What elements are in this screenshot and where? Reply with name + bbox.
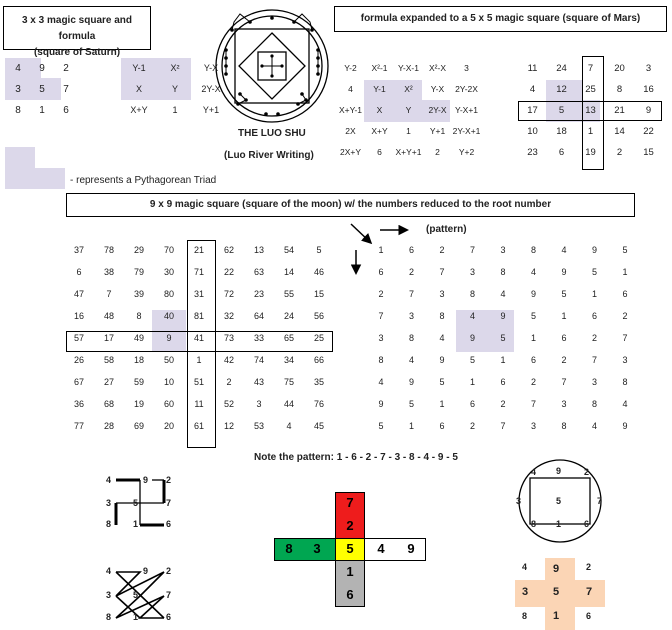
moon-cell: 10 bbox=[163, 377, 174, 387]
line-figure-2-label: 8 bbox=[106, 612, 112, 622]
luoshu-title: THE LUO SHU bbox=[238, 128, 306, 139]
moon-root-cell: 8 bbox=[500, 267, 506, 277]
moon-cell: 65 bbox=[283, 333, 294, 343]
line-figure-2-label: 4 bbox=[106, 566, 112, 576]
moon-cell: 69 bbox=[133, 421, 144, 431]
color-cross-number: 9 bbox=[407, 541, 415, 556]
moon-root-cell: 6 bbox=[561, 333, 567, 343]
moon-root-cell: 5 bbox=[591, 267, 597, 277]
moon-root-cell: 9 bbox=[500, 311, 506, 321]
moon-cell: 55 bbox=[283, 289, 294, 299]
mars-formula-cell: 2Y-X bbox=[428, 105, 447, 115]
mars-number-cell: 6 bbox=[558, 147, 565, 158]
moon-root-cell: 2 bbox=[408, 267, 414, 277]
mars-formula-cell: Y bbox=[405, 105, 412, 115]
moon-root-cell: 8 bbox=[622, 377, 628, 387]
saturn-formula-cell: X² bbox=[170, 63, 180, 73]
mars-number-cell: 12 bbox=[556, 84, 567, 95]
moon-cell: 35 bbox=[313, 377, 324, 387]
moon-cell: 4 bbox=[286, 421, 292, 431]
mars-formula-cell: 2Y-X+1 bbox=[452, 126, 481, 136]
moon-cell: 58 bbox=[103, 355, 114, 365]
moon-root-cell: 9 bbox=[439, 355, 445, 365]
moon-root-cell: 6 bbox=[622, 289, 628, 299]
moon-cell: 38 bbox=[103, 267, 114, 277]
moon-title: 9 x 9 magic square (square of the moon) w/ the numbers reduced to the root number bbox=[149, 199, 552, 210]
moon-root-cell: 1 bbox=[530, 333, 536, 343]
circle-square-number: 6 bbox=[584, 519, 590, 529]
moon-root-cell: 5 bbox=[439, 377, 445, 387]
moon-root-cell: 2 bbox=[622, 311, 628, 321]
saturn-cell: 1 bbox=[39, 105, 45, 116]
mars-formula-cell: X+Y bbox=[371, 126, 388, 136]
moon-root-cell: 7 bbox=[439, 267, 445, 277]
moon-cell: 2 bbox=[226, 377, 232, 387]
mars-number-cell: 22 bbox=[643, 126, 654, 137]
moon-cell: 16 bbox=[73, 311, 84, 321]
color-cross-number: 2 bbox=[346, 518, 354, 533]
moon-root-cell: 5 bbox=[378, 421, 384, 431]
moon-cell: 81 bbox=[193, 311, 204, 321]
moon-cell: 68 bbox=[103, 399, 114, 409]
line-figure-1-label: 4 bbox=[106, 475, 112, 485]
mars-formula-cell: 2X bbox=[345, 126, 356, 136]
moon-cell: 41 bbox=[193, 333, 204, 343]
mars-number-cell: 1 bbox=[587, 126, 594, 137]
saturn-cell: 9 bbox=[39, 63, 45, 74]
line-figure-2-label: 9 bbox=[143, 566, 149, 576]
saturn-formula-cell: Y bbox=[171, 84, 178, 94]
moon-cell: 31 bbox=[193, 289, 204, 299]
moon-cell: 39 bbox=[133, 289, 144, 299]
saturn-cell: 7 bbox=[63, 84, 69, 95]
moon-cell: 42 bbox=[223, 355, 234, 365]
mars-number-cell: 16 bbox=[643, 84, 654, 95]
mars-formula-cell: Y-X+1 bbox=[454, 105, 479, 115]
moon-root-cell: 5 bbox=[561, 289, 567, 299]
moon-cell: 79 bbox=[133, 267, 144, 277]
mars-formula-cell: X²-X bbox=[429, 63, 446, 73]
line-figure-1-label: 7 bbox=[166, 498, 172, 508]
saturn-formula-cell: Y-X bbox=[203, 63, 219, 73]
moon-root-cell: 3 bbox=[469, 267, 475, 277]
moon-cell: 13 bbox=[253, 245, 264, 255]
mars-number-cell: 5 bbox=[558, 105, 565, 116]
moon-cell: 14 bbox=[283, 267, 294, 277]
moon-root-cell: 7 bbox=[408, 289, 414, 299]
moon-cell: 34 bbox=[283, 355, 294, 365]
mars-formula-cell: 4 bbox=[348, 84, 353, 94]
moon-root-cell: 7 bbox=[469, 245, 475, 255]
moon-cell: 48 bbox=[103, 311, 114, 321]
line-figure-2-label: 3 bbox=[106, 590, 112, 600]
moon-root-cell: 7 bbox=[500, 421, 506, 431]
moon-root-cell: 1 bbox=[591, 289, 597, 299]
moon-cell: 53 bbox=[253, 421, 264, 431]
circle-square-number: 3 bbox=[516, 496, 522, 506]
moon-cell: 15 bbox=[313, 289, 324, 299]
moon-root-cell: 2 bbox=[591, 333, 597, 343]
peach-plus-number: 5 bbox=[553, 586, 560, 598]
mars-number-cell: 20 bbox=[614, 63, 625, 74]
mars-number-cell: 9 bbox=[645, 105, 652, 116]
moon-root-cell: 8 bbox=[378, 355, 384, 365]
circle-square-number: 8 bbox=[531, 519, 537, 529]
moon-cell: 49 bbox=[133, 333, 144, 343]
moon-cell: 60 bbox=[163, 399, 174, 409]
moon-root-cell: 9 bbox=[408, 377, 414, 387]
moon-root-cell: 8 bbox=[469, 289, 475, 299]
peach-plus-number: 2 bbox=[586, 562, 592, 572]
saturn-formula-cell: Y-1 bbox=[132, 63, 146, 73]
mars-formula-cell: X bbox=[376, 105, 383, 115]
line-figure-1-label: 8 bbox=[106, 519, 112, 529]
line-figure-1-label: 1 bbox=[133, 519, 139, 529]
line-figure-1-label: 3 bbox=[106, 498, 112, 508]
moon-root-cell: 3 bbox=[622, 355, 628, 365]
moon-cell: 54 bbox=[283, 245, 294, 255]
moon-cell: 9 bbox=[166, 333, 172, 343]
moon-cell: 36 bbox=[73, 399, 84, 409]
moon-root-cell: 2 bbox=[469, 421, 475, 431]
moon-cell: 59 bbox=[133, 377, 144, 387]
saturn-formula-cell: 1 bbox=[172, 105, 178, 115]
circle-square-number: 2 bbox=[584, 467, 590, 477]
luoshu-subtitle: (Luo River Writing) bbox=[224, 150, 314, 161]
moon-cell: 70 bbox=[163, 245, 174, 255]
saturn-cell: 6 bbox=[63, 105, 69, 116]
saturn-formula-cell: Y+1 bbox=[202, 105, 220, 115]
moon-cell: 75 bbox=[283, 377, 294, 387]
moon-root-cell: 3 bbox=[439, 289, 445, 299]
moon-root-cell: 5 bbox=[622, 245, 628, 255]
moon-cell: 74 bbox=[253, 355, 264, 365]
saturn-formula-cell: X+Y bbox=[130, 105, 148, 115]
mars-number-cell: 8 bbox=[616, 84, 623, 95]
color-cross-number: 3 bbox=[313, 541, 321, 556]
moon-cell: 28 bbox=[103, 421, 114, 431]
mars-number-cell: 10 bbox=[527, 126, 538, 137]
moon-root-cell: 7 bbox=[378, 311, 384, 321]
moon-root-cell: 2 bbox=[439, 245, 445, 255]
moon-cell: 30 bbox=[163, 267, 174, 277]
moon-cell: 33 bbox=[253, 333, 264, 343]
moon-root-cell: 4 bbox=[439, 333, 445, 343]
mars-number-cell: 14 bbox=[614, 126, 625, 137]
moon-cell: 46 bbox=[313, 267, 324, 277]
moon-root-cell: 1 bbox=[439, 399, 445, 409]
moon-cell: 66 bbox=[313, 355, 324, 365]
mars-number-cell: 25 bbox=[585, 84, 596, 95]
moon-root-cell: 4 bbox=[622, 399, 628, 409]
peach-plus-number: 7 bbox=[586, 586, 593, 598]
moon-root-cell: 1 bbox=[622, 267, 628, 277]
mars-number-cell: 2 bbox=[616, 147, 623, 158]
saturn-cell: 4 bbox=[15, 63, 21, 74]
mars-formula-cell: X+Y+1 bbox=[395, 147, 422, 157]
color-cross-number: 7 bbox=[346, 495, 354, 510]
moon-cell: 24 bbox=[283, 311, 294, 321]
moon-cell: 22 bbox=[223, 267, 234, 277]
color-cross-number: 8 bbox=[285, 541, 293, 556]
moon-cell: 43 bbox=[253, 377, 264, 387]
moon-cell: 71 bbox=[193, 267, 204, 277]
color-cross-number: 4 bbox=[377, 541, 385, 556]
moon-root-cell: 2 bbox=[530, 377, 536, 387]
moon-root-cell: 4 bbox=[591, 421, 597, 431]
moon-root-cell: 9 bbox=[561, 267, 567, 277]
moon-cell: 72 bbox=[223, 289, 234, 299]
moon-root-cell: 3 bbox=[500, 245, 506, 255]
moon-cell: 47 bbox=[73, 289, 84, 299]
moon-root-cell: 2 bbox=[561, 355, 567, 365]
mars-number-cell: 4 bbox=[529, 84, 536, 95]
pattern-label: (pattern) bbox=[426, 224, 467, 235]
moon-root-cell: 6 bbox=[378, 267, 384, 277]
color-cross-number: 6 bbox=[346, 587, 354, 602]
moon-cell: 27 bbox=[103, 377, 114, 387]
mars-formula-cell: X+Y-1 bbox=[338, 105, 363, 115]
mars-number-cell: 7 bbox=[587, 63, 594, 74]
saturn-subtitle: (square of Saturn) bbox=[33, 47, 121, 58]
mars-formula-cell: Y-1 bbox=[373, 84, 386, 94]
moon-root-cell: 2 bbox=[500, 399, 506, 409]
line-figure-1-label: 5 bbox=[133, 498, 139, 508]
moon-root-cell: 1 bbox=[408, 421, 414, 431]
moon-cell: 76 bbox=[313, 399, 324, 409]
moon-root-cell: 7 bbox=[591, 355, 597, 365]
moon-root-cell: 3 bbox=[530, 421, 536, 431]
moon-root-cell: 4 bbox=[561, 245, 567, 255]
moon-cell: 50 bbox=[163, 355, 174, 365]
mars-formula-cell: X²-1 bbox=[371, 63, 388, 73]
moon-cell: 40 bbox=[163, 311, 174, 321]
moon-root-cell: 5 bbox=[500, 333, 506, 343]
moon-cell: 23 bbox=[253, 289, 264, 299]
moon-root-cell: 9 bbox=[622, 421, 628, 431]
peach-plus-number: 1 bbox=[553, 610, 560, 622]
moon-cell: 21 bbox=[193, 245, 204, 255]
moon-root-cell: 9 bbox=[469, 333, 475, 343]
moon-root-cell: 6 bbox=[591, 311, 597, 321]
moon-cell: 62 bbox=[223, 245, 234, 255]
circle-square-number: 4 bbox=[531, 467, 537, 477]
peach-plus-number: 9 bbox=[553, 563, 560, 575]
moon-root-cell: 6 bbox=[439, 421, 445, 431]
saturn-cell: 8 bbox=[15, 105, 21, 116]
mars-number-cell: 17 bbox=[527, 105, 538, 116]
saturn-cell: 3 bbox=[15, 84, 21, 95]
mars-formula-cell: 2 bbox=[435, 147, 440, 157]
moon-cell: 78 bbox=[103, 245, 114, 255]
moon-root-cell: 5 bbox=[408, 399, 414, 409]
moon-cell: 77 bbox=[73, 421, 84, 431]
pattern-note: Note the pattern: 1 - 6 - 2 - 7 - 3 - 8 - 4 - 9 - 5 bbox=[254, 452, 458, 463]
mars-formula-cell: Y-X-1 bbox=[398, 63, 419, 73]
moon-root-cell: 4 bbox=[469, 311, 475, 321]
moon-cell: 29 bbox=[133, 245, 144, 255]
moon-root-cell: 1 bbox=[469, 377, 475, 387]
moon-cell: 51 bbox=[193, 377, 204, 387]
moon-cell: 6 bbox=[76, 267, 82, 277]
moon-cell: 63 bbox=[253, 267, 264, 277]
line-figure-1-label: 2 bbox=[166, 475, 172, 485]
peach-plus-number: 8 bbox=[522, 611, 528, 621]
line-figure-2-label: 7 bbox=[166, 590, 172, 600]
circle-square-number: 7 bbox=[597, 496, 603, 506]
moon-root-cell: 9 bbox=[530, 289, 536, 299]
moon-root-cell: 3 bbox=[591, 377, 597, 387]
moon-root-cell: 6 bbox=[469, 399, 475, 409]
peach-plus-number: 6 bbox=[586, 611, 592, 621]
circle-square-number: 9 bbox=[556, 466, 562, 476]
moon-root-cell: 6 bbox=[408, 245, 414, 255]
moon-root-cell: 1 bbox=[378, 245, 384, 255]
color-cross-number: 5 bbox=[346, 541, 354, 556]
mars-number-cell: 3 bbox=[645, 63, 652, 74]
line-figure-2-label: 2 bbox=[166, 566, 172, 576]
moon-cell: 18 bbox=[133, 355, 144, 365]
peach-plus-number: 4 bbox=[522, 562, 528, 572]
mars-number-cell: 15 bbox=[643, 147, 654, 158]
moon-cell: 11 bbox=[194, 399, 204, 409]
saturn-formula-cell: 2Y-X bbox=[201, 84, 221, 94]
moon-root-cell: 9 bbox=[378, 399, 384, 409]
moon-root-cell: 1 bbox=[561, 311, 567, 321]
peach-plus-number: 3 bbox=[522, 586, 529, 598]
moon-cell: 37 bbox=[73, 245, 84, 255]
moon-root-cell: 8 bbox=[530, 245, 536, 255]
moon-root-cell: 6 bbox=[500, 377, 506, 387]
mars-formula-cell: X² bbox=[404, 84, 413, 94]
moon-cell: 19 bbox=[133, 399, 144, 409]
mars-formula-cell: 3 bbox=[464, 63, 469, 73]
moon-root-cell: 2 bbox=[378, 289, 384, 299]
moon-cell: 61 bbox=[193, 421, 204, 431]
moon-cell: 1 bbox=[196, 355, 202, 365]
mars-number-cell: 19 bbox=[585, 147, 596, 158]
mars-number-cell: 23 bbox=[527, 147, 538, 158]
color-cross-number: 1 bbox=[346, 564, 354, 579]
line-figure-1-label: 9 bbox=[143, 475, 149, 485]
moon-root-cell: 4 bbox=[500, 289, 506, 299]
line-figure-2-label: 1 bbox=[133, 612, 139, 622]
moon-root-cell: 8 bbox=[439, 311, 445, 321]
moon-root-cell: 8 bbox=[408, 333, 414, 343]
mars-formula-cell: Y-2 bbox=[344, 63, 357, 73]
moon-root-cell: 7 bbox=[622, 333, 628, 343]
moon-root-cell: 3 bbox=[561, 399, 567, 409]
moon-root-cell: 8 bbox=[591, 399, 597, 409]
moon-root-cell: 4 bbox=[530, 267, 536, 277]
line-figure-2-label: 6 bbox=[166, 612, 172, 622]
circle-square-number: 1 bbox=[556, 519, 562, 529]
mars-formula-cell: 2X+Y bbox=[339, 147, 362, 157]
saturn-formula-cell: X bbox=[135, 84, 142, 94]
moon-root-cell: 1 bbox=[500, 355, 506, 365]
mars-number-cell: 24 bbox=[556, 63, 567, 74]
line-figure-2-label: 5 bbox=[133, 590, 139, 600]
moon-cell: 73 bbox=[223, 333, 234, 343]
mars-formula-cell: 2Y-2X bbox=[455, 84, 478, 94]
moon-cell: 56 bbox=[313, 311, 324, 321]
moon-cell: 67 bbox=[73, 377, 84, 387]
moon-cell: 25 bbox=[313, 333, 324, 343]
moon-cell: 45 bbox=[313, 421, 324, 431]
moon-root-cell: 5 bbox=[530, 311, 536, 321]
moon-root-cell: 9 bbox=[591, 245, 597, 255]
moon-root-cell: 7 bbox=[561, 377, 567, 387]
line-figure-1-label: 6 bbox=[166, 519, 172, 529]
moon-cell: 17 bbox=[103, 333, 114, 343]
moon-cell: 8 bbox=[136, 311, 142, 321]
moon-cell: 57 bbox=[73, 333, 84, 343]
mars-number-cell: 18 bbox=[556, 126, 567, 137]
moon-root-cell: 5 bbox=[469, 355, 475, 365]
moon-cell: 26 bbox=[73, 355, 84, 365]
moon-cell: 52 bbox=[223, 399, 234, 409]
moon-cell: 32 bbox=[223, 311, 234, 321]
mars-number-cell: 11 bbox=[527, 63, 538, 74]
saturn-title: 3 x 3 magic square and formula bbox=[21, 15, 133, 42]
mars-formula-cell: 6 bbox=[377, 147, 382, 157]
saturn-cell: 2 bbox=[63, 63, 69, 74]
moon-root-cell: 3 bbox=[408, 311, 414, 321]
mars-number-cell: 21 bbox=[614, 105, 625, 116]
moon-cell: 3 bbox=[256, 399, 262, 409]
mars-formula-cell: Y-X bbox=[430, 84, 445, 94]
moon-root-cell: 7 bbox=[530, 399, 536, 409]
moon-root-cell: 6 bbox=[530, 355, 536, 365]
moon-root-cell: 4 bbox=[378, 377, 384, 387]
moon-cell: 20 bbox=[163, 421, 174, 431]
mars-formula-cell: 1 bbox=[406, 126, 411, 136]
mars-formula-cell: Y+1 bbox=[429, 126, 446, 136]
moon-cell: 7 bbox=[106, 289, 112, 299]
moon-cell: 12 bbox=[223, 421, 234, 431]
saturn-cell: 5 bbox=[39, 84, 45, 95]
mars-number-cell: 13 bbox=[585, 105, 596, 116]
moon-root-cell: 4 bbox=[408, 355, 414, 365]
triad-legend-text: - represents a Pythagorean Triad bbox=[70, 175, 217, 186]
moon-cell: 44 bbox=[283, 399, 294, 409]
moon-root-cell: 8 bbox=[561, 421, 567, 431]
circle-square-number: 5 bbox=[556, 496, 562, 506]
mars-formula-cell: Y+2 bbox=[458, 147, 475, 157]
moon-cell: 64 bbox=[253, 311, 264, 321]
mars-title: formula expanded to a 5 x 5 magic square (square of Mars) bbox=[360, 13, 641, 24]
moon-cell: 5 bbox=[316, 245, 322, 255]
moon-root-cell: 3 bbox=[378, 333, 384, 343]
moon-cell: 80 bbox=[163, 289, 174, 299]
